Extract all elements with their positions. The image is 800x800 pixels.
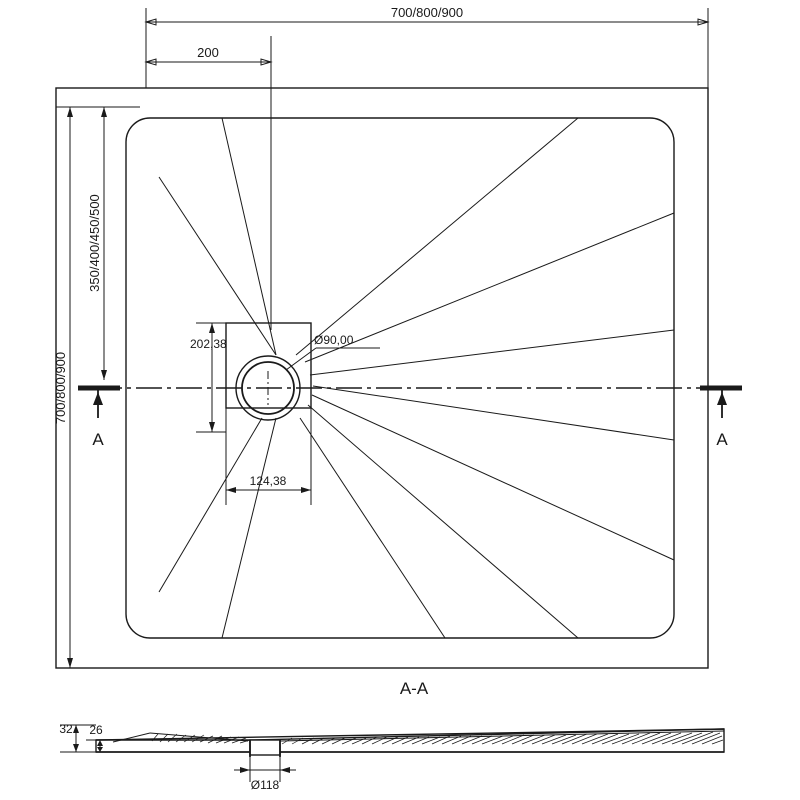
slope-line-7 [159, 418, 262, 592]
arrow-total-bottom [67, 658, 73, 668]
section-arrow-head-left [93, 392, 103, 405]
slope-line-10 [312, 395, 674, 560]
slope-line-4 [305, 213, 674, 362]
arrow-drain-v-bottom [209, 422, 215, 432]
drain-housing [226, 323, 311, 408]
arrow-drain-h-left [226, 487, 236, 493]
arrow-32-bottom [73, 744, 79, 752]
section-title: A-A [399, 679, 429, 698]
arrow-26-bottom [97, 747, 103, 752]
arrow-partial-top [101, 107, 107, 117]
dim-drain-vertical-text: 202,38 [190, 337, 227, 351]
tray-inner-surface [126, 118, 674, 638]
arrow-118-left [240, 767, 250, 773]
slope-line-2 [159, 177, 276, 355]
section-arrow-head-right [717, 392, 727, 405]
section-label-right: A [716, 430, 728, 449]
slope-line-8 [300, 418, 445, 638]
dim-drain-diameter-text: Ø90,00 [314, 333, 354, 347]
arrow-drain-h-right [301, 487, 311, 493]
arrow-total-top [67, 107, 73, 117]
slope-line-11 [313, 386, 674, 440]
section-drain-opening [250, 740, 280, 755]
dim-total-height-text: 700/800/900 [53, 351, 68, 425]
arrow-partial-bottom [101, 370, 107, 380]
slope-line-5 [310, 330, 674, 375]
dim-drain-horizontal-text: 124,38 [249, 474, 287, 488]
arrow-32-top [73, 725, 79, 733]
dim-top-width-text: 700/800/900 [390, 5, 464, 20]
dim-118-text: Ø118 [250, 778, 280, 792]
section-label-left: A [92, 430, 104, 449]
dim-32-text: 32 [59, 722, 73, 736]
tray-outline [56, 88, 708, 668]
arrow-drain-v-top [209, 323, 215, 333]
slope-line-6 [222, 418, 276, 638]
dim-26-text: 26 [89, 723, 103, 737]
arrow-26-top [97, 740, 103, 746]
dim-200-text: 200 [197, 45, 219, 60]
slope-line-3 [296, 118, 578, 355]
slope-line-1 [222, 118, 276, 355]
dim-partial-height-text: 350/400/450/500 [87, 194, 102, 292]
slope-line-9 [308, 405, 578, 638]
arrow-118-right [280, 767, 290, 773]
